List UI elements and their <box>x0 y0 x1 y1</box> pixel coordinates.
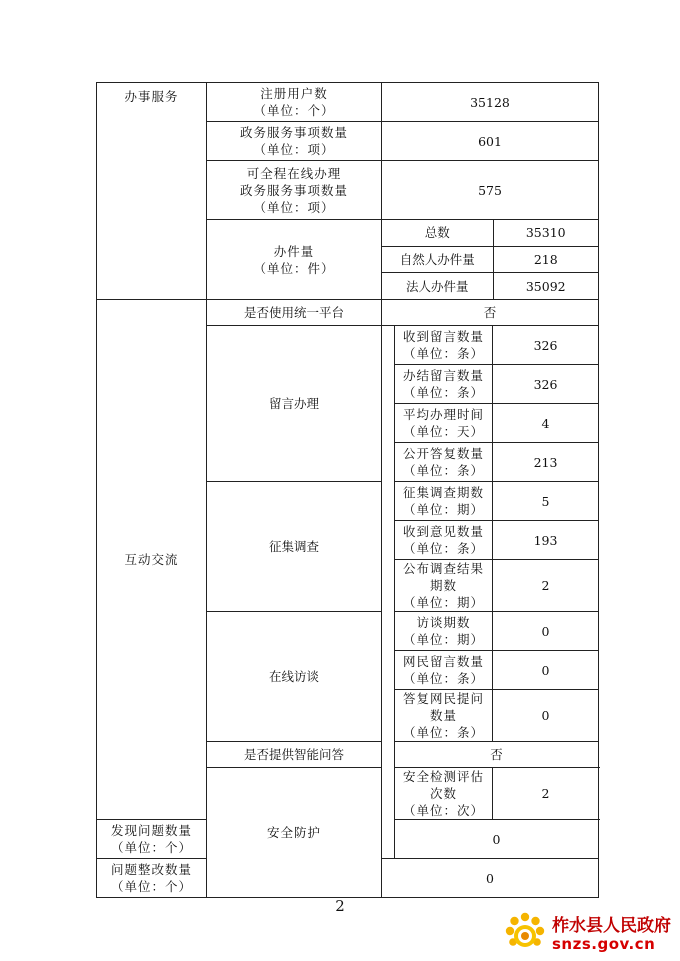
survey-label: 征集调查 <box>207 482 382 612</box>
category-service: 办事服务 <box>97 83 207 300</box>
survey-row-value: 5 <box>493 482 599 521</box>
unified-platform-label: 是否使用统一平台 <box>207 300 382 326</box>
handling-row-value: 218 <box>493 246 598 273</box>
logo-url[interactable]: snzs.gov.cn <box>552 935 656 953</box>
unified-platform-value: 否 <box>382 300 599 326</box>
interview-label: 在线访谈 <box>207 612 382 742</box>
smart-qa-value: 否 <box>395 742 599 768</box>
online-items-value: 575 <box>382 161 599 220</box>
interview-row-value: 0 <box>493 651 599 690</box>
interview-row-value: 0 <box>493 612 599 651</box>
message-row-label: 公开答复数量 （单位：条） <box>395 443 493 482</box>
service-items-value: 601 <box>382 122 599 161</box>
messages-label: 留言办理 <box>207 326 382 482</box>
security-row-value: 2 <box>493 768 599 820</box>
category-security: 安全防护 <box>207 768 382 898</box>
survey-row-value: 2 <box>493 560 599 612</box>
message-row-value: 213 <box>493 443 599 482</box>
interview-row-label: 访谈期数 （单位：期） <box>395 612 493 651</box>
logo-title: 柞水县人民政府 <box>552 916 671 936</box>
interview-row-value: 0 <box>493 690 599 742</box>
spacer-cell <box>382 326 395 859</box>
sun-flower-logo-icon <box>502 909 548 955</box>
survey-row-label: 公布调查结果期数 （单位：期） <box>395 560 493 612</box>
handling-row-value: 35310 <box>493 220 598 246</box>
service-items-label: 政务服务事项数量 （单位：项） <box>207 122 382 161</box>
statistics-table <box>96 82 599 898</box>
security-row-label: 安全检测评估次数 （单位：次） <box>395 768 493 820</box>
registered-users-value: 35128 <box>382 83 599 122</box>
security-row-value: 0 <box>382 859 599 898</box>
page-number: 2 <box>335 897 345 915</box>
survey-row-label: 收到意见数量 （单位：条） <box>395 521 493 560</box>
security-row-label: 发现问题数量 （单位：个） <box>97 820 207 859</box>
handling-label: 办件量 （单位：件） <box>207 220 382 300</box>
online-items-label: 可全程在线办理 政务服务事项数量 （单位：项） <box>207 161 382 220</box>
security-row-label: 问题整改数量 （单位：个） <box>97 859 207 898</box>
message-row-label: 平均办理时间 （单位：天） <box>395 404 493 443</box>
security-row-value: 0 <box>395 820 599 859</box>
message-row-value: 326 <box>493 326 599 365</box>
handling-subtable-cell <box>382 220 599 300</box>
government-logo[interactable] <box>500 905 678 959</box>
message-row-label: 办结留言数量 （单位：条） <box>395 365 493 404</box>
interview-row-label: 答复网民提问数量 （单位：条） <box>395 690 493 742</box>
message-row-label: 收到留言数量 （单位：条） <box>395 326 493 365</box>
message-row-value: 326 <box>493 365 599 404</box>
handling-row-value: 35092 <box>493 273 598 299</box>
smart-qa-label: 是否提供智能问答 <box>207 742 382 768</box>
handling-row-label: 总数 <box>382 220 493 246</box>
survey-row-label: 征集调查期数 （单位：期） <box>395 482 493 521</box>
interview-row-label: 网民留言数量 （单位：条） <box>395 651 493 690</box>
handling-row-label: 自然人办件量 <box>382 246 493 273</box>
message-row-value: 4 <box>493 404 599 443</box>
survey-row-value: 193 <box>493 521 599 560</box>
handling-subtable <box>382 220 598 299</box>
category-interaction: 互动交流 <box>97 300 207 820</box>
registered-users-label: 注册用户数 （单位：个） <box>207 83 382 122</box>
handling-row-label: 法人办件量 <box>382 273 493 299</box>
